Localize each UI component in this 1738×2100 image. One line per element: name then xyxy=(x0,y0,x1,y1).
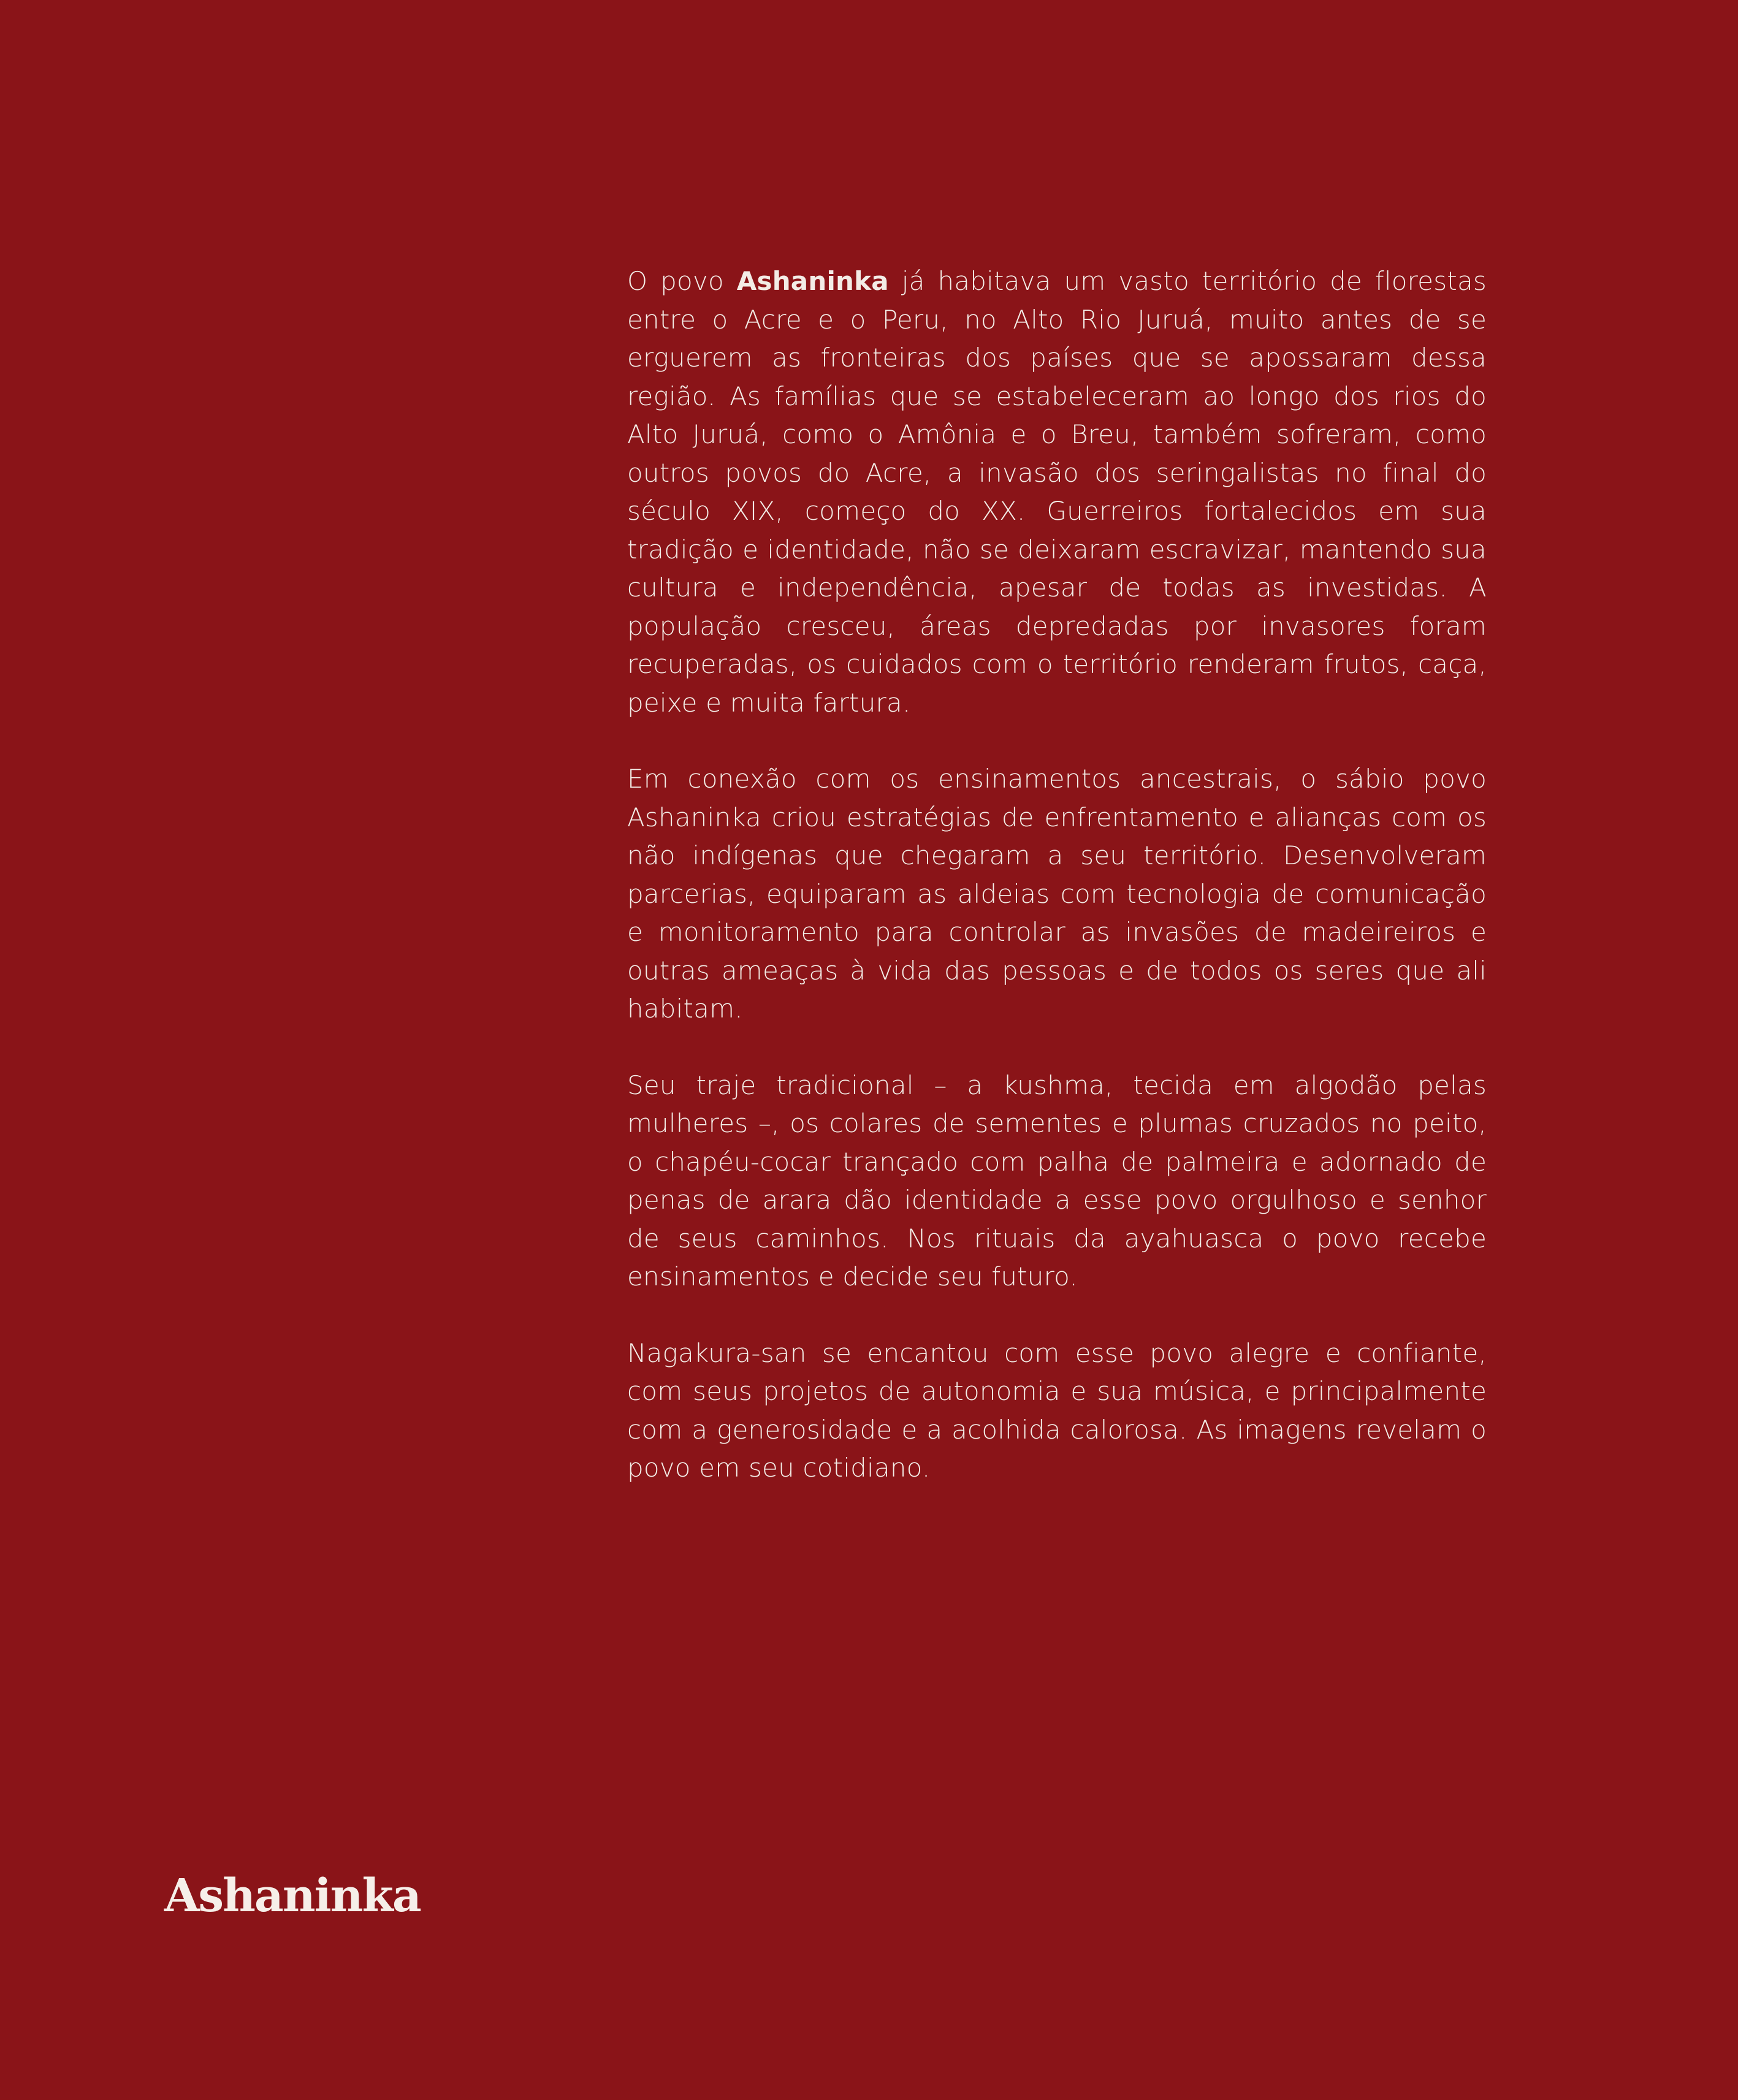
paragraph-intro-bold-name: Ashaninka xyxy=(736,266,889,296)
paragraph-strategies: Em conexão com os ensinamentos ancestrais, o sábio povo Ashaninka criou estratégias de enfrentamento e alianças com os não indígenas que chegaram a seu território. Desenvolveram parcerias, equiparam as aldeias com tecnologia de comunicação e monitoramento para controlar as invasões de madeireiros e outras ameaças à vida das pessoas e de todos os seres que ali habitam. xyxy=(627,764,1487,1024)
paragraph-traditional-dress: Seu traje tradicional – a kushma, tecida em algodão pelas mulheres –, os colares de sementes e plumas cruzados no peito, o chapéu-cocar trançado com palha de palmeira e adornado de penas de arara dão identidade a esse povo orgulhoso e senhor de seus caminhos. Nos rituais da ayahuasca o povo recebe ensinamentos e decide seu futuro. xyxy=(627,1070,1487,1292)
brand-title: Ashaninka xyxy=(164,1870,421,1922)
paragraph-intro-rest: já habitava um vasto território de florestas entre o Acre e o Peru, no Alto Rio Juruá, muito antes de se erguerem as fronteiras dos países que se apossaram dessa região. As famílias que se estabeleceram ao longo dos rios do Alto Juruá, como o Amônia e o Breu, também sofreram, como outros povos do Acre, a invasão dos seringalistas no final do século XIX, começo do XX. Guerreiros fortalecidos em sua tradição e identidade, não se deixaram escravizar, mantendo sua cultura e independência, apesar de todas as investidas. A população cresceu, áreas depredadas por invasores foram recuperadas, os cuidados com o território renderam frutos, caça, peixe e muita fartura. xyxy=(627,266,1487,718)
paragraph-intro-lead: O povo xyxy=(627,266,737,296)
paragraph-nagakura: Nagakura-san se encantou com esse povo alegre e confiante, com seus projetos de autonomia e sua música, e principalmente com a generosidade e a acolhida calorosa. As imagens revelam o povo em seu cotidiano. xyxy=(627,1337,1487,1483)
paragraph-intro xyxy=(627,262,1487,722)
body-text-column xyxy=(627,262,1487,1526)
